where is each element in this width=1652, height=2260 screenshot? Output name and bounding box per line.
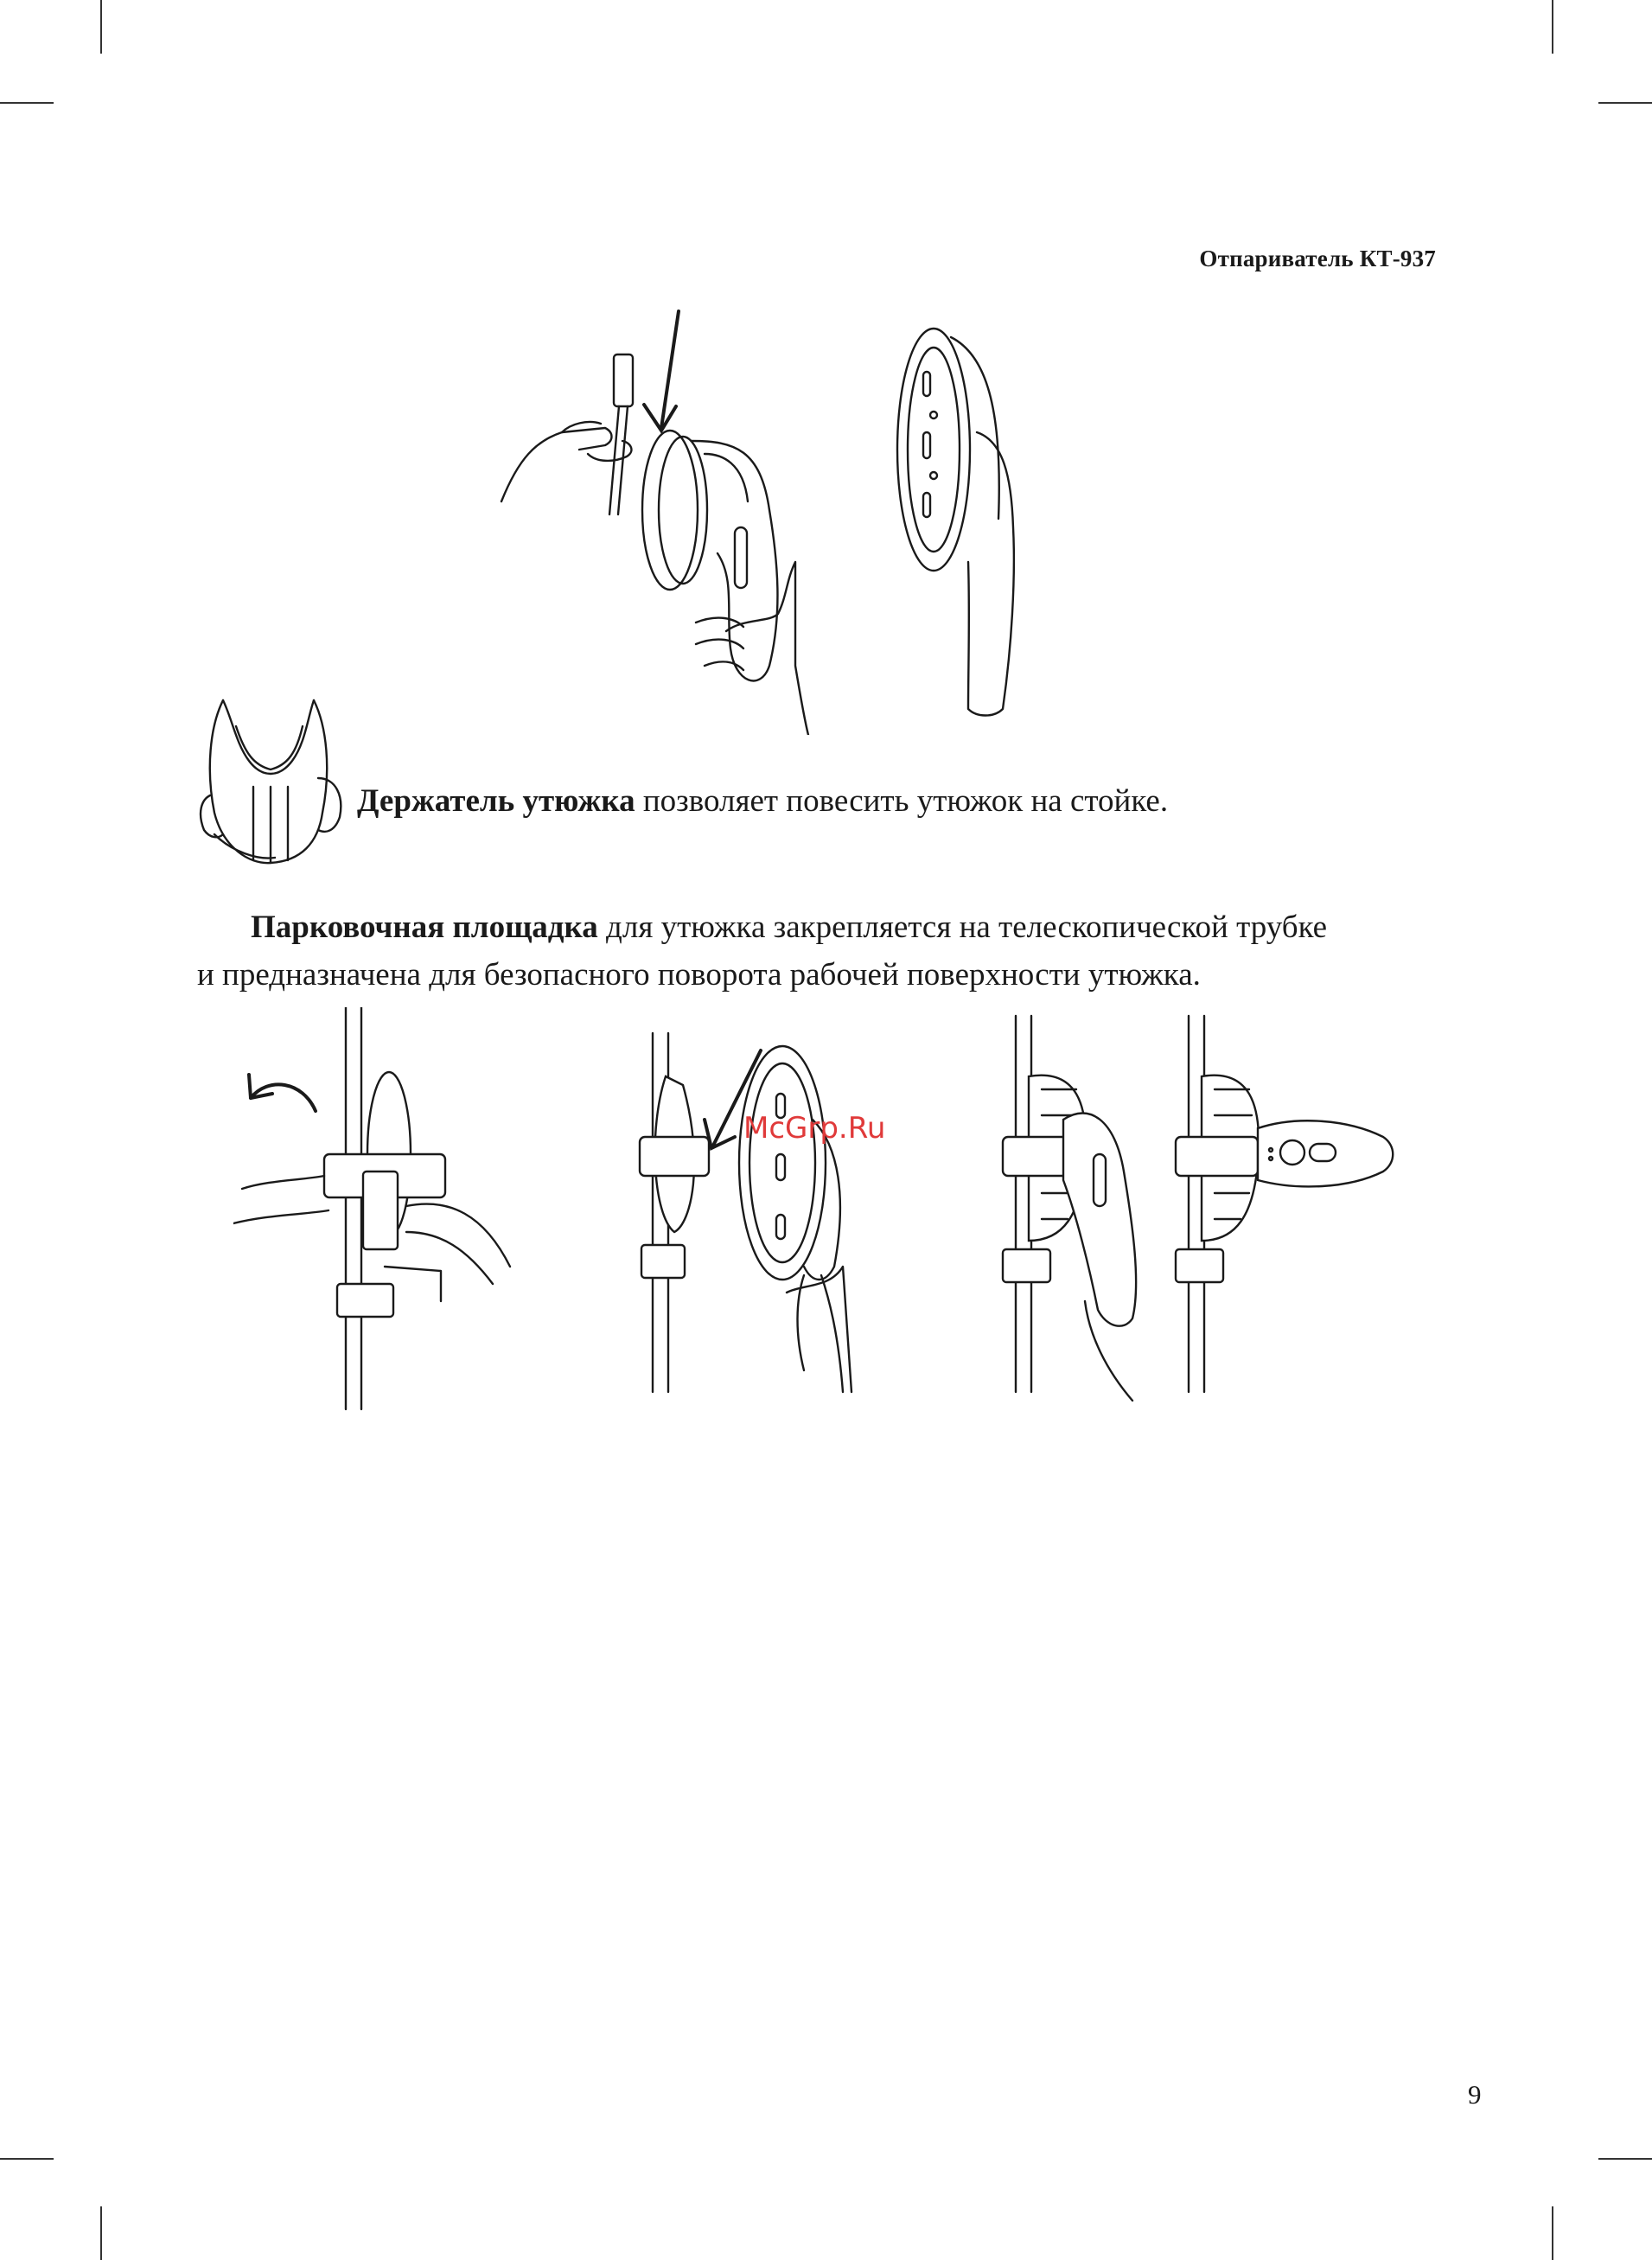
iron-holder-icon (188, 692, 353, 873)
crop-mark (1598, 102, 1652, 104)
page-number: 9 (1468, 2079, 1482, 2110)
step-1-figure (233, 1007, 510, 1409)
crop-mark (100, 0, 102, 54)
header-title: Отпариватель КТ-937 (1199, 246, 1436, 271)
parking-term: Парковочная площадка (251, 910, 598, 945)
holder-term: Держатель утюжка (357, 783, 635, 819)
brush-attachment-illustration (484, 303, 1020, 735)
crop-mark (1552, 2206, 1553, 2260)
parking-description (197, 903, 1451, 999)
watermark: McGrp.Ru (743, 1111, 886, 1146)
step-4-figure (1176, 1016, 1393, 1392)
parking-line1: для утюжка закрепляется на телескопической трубке (597, 910, 1328, 945)
holder-description (357, 780, 1168, 823)
step-3-figure (1003, 1016, 1136, 1401)
parking-platform-illustration (233, 1007, 1426, 1414)
crop-mark (100, 2206, 102, 2260)
step-2-figure (640, 1033, 852, 1392)
holder-text: позволяет повесить утюжок на стойке. (635, 783, 1169, 819)
crop-mark (1598, 2158, 1652, 2160)
crop-mark (1552, 0, 1553, 54)
crop-mark (0, 2158, 54, 2160)
parking-line2: и предназначена для безопасного поворота рабочей поверхности утюжка. (197, 957, 1201, 993)
crop-mark (0, 102, 54, 104)
